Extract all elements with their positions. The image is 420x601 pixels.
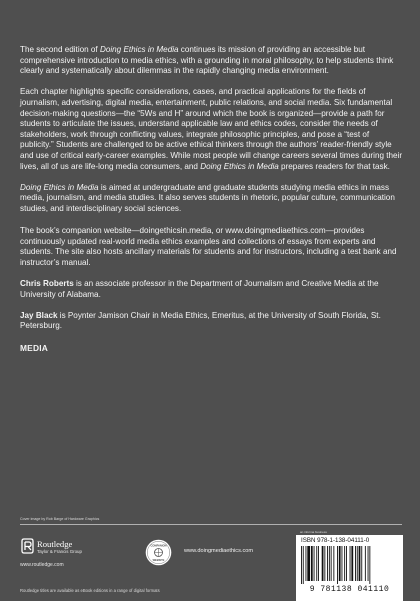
publisher-website: www.routledge.com	[20, 562, 64, 568]
barcode-icon	[299, 546, 400, 584]
barcode-bar	[306, 546, 307, 581]
barcode-bar	[337, 546, 338, 584]
ebook-note: Routledge titles are available as eBook editions in a range of digital formats	[20, 588, 160, 593]
barcode-bar	[342, 546, 343, 581]
blurb-paragraph-4: The book’s companion website—doingethicsin.media, or www.doingmediaethics.com—provides continuously updated real-world media ethics examples and collections of essays from experts and students. The site also hosts ancillary materials for students and for instructors, including a test bank and instructor’s manual.	[20, 226, 397, 267]
isbn-label: ISBN 978-1-138-04111-0	[301, 537, 370, 544]
subject-label: MEDIA	[20, 342, 48, 353]
barcode-digits: 9 781138 041110	[309, 585, 390, 594]
divider	[20, 524, 402, 525]
barcode-bar	[339, 546, 341, 581]
barcode-bar	[327, 546, 328, 581]
blurb-text: prepares readers for that task.	[278, 161, 390, 171]
barcode-bar	[311, 546, 313, 581]
barcode-bar	[361, 546, 362, 581]
blurb-text: is aimed at undergraduate and graduate students studying media ethics in mass media, journalism, and media studies. It also serves students in rhetoric, popular culture, communication studies, and interdisciplinary social sciences.	[20, 182, 395, 213]
barcode-bar	[359, 546, 361, 581]
author-bio-text: is an associate professor in the Department of Journalism and Creative Media at the University of Alabama.	[20, 278, 379, 299]
barcode-bar	[365, 546, 366, 581]
author-bio-1	[20, 279, 404, 300]
barcode-bar	[314, 546, 315, 581]
barcode-bar	[307, 546, 310, 581]
author-bio-text: is Poynter Jamison Chair in Media Ethics, Emeritus, at the University of South Florida, St. Petersburg.	[20, 310, 381, 331]
isbn-barcode-box	[296, 535, 403, 601]
author-name: Jay Black	[20, 310, 58, 320]
author-bio-2	[20, 311, 404, 332]
barcode-bar	[322, 546, 324, 581]
barcode-bar	[368, 546, 369, 581]
author-name: Chris Roberts	[20, 278, 74, 288]
companion-website-badge-icon	[145, 539, 172, 566]
companion-website-url: www.doingmediaethics.com	[184, 548, 254, 554]
footer	[0, 514, 420, 600]
barcode-bar	[316, 546, 317, 581]
barcode-bar	[331, 546, 332, 581]
back-cover-text	[20, 45, 404, 364]
barcode-bar	[329, 546, 330, 581]
barcode-bar	[303, 546, 304, 584]
barcode-bar	[357, 546, 358, 581]
barcode-bar	[346, 546, 347, 581]
publisher-name: Routledge	[37, 539, 73, 549]
companion-badge-top: COMPANION	[150, 544, 167, 548]
book-title-italic: Doing Ethics in Media	[20, 182, 99, 192]
blurb-paragraph-3	[20, 183, 404, 215]
barcode-bar	[333, 546, 334, 581]
book-title-italic: Doing Ethics in Media	[99, 45, 179, 54]
blurb-text: Each chapter highlights specific considerations, cases, and practical applications for the fields of journalism, advertising, digital media, entertainment, public relations, and social media. Six fundamental decision-making questions—the “5Ws and H” around which the book is organized—provide a path for students to articulate the issues, understand applicable law and ethics codes, consider the needs of stakeholders, work through conflicting values, integrate philosophic principles, and pose a “test of publicity.” Students are challenged to be active ethical thinkers through the authors’ reader-friendly style and use of critical early-career examples. While most people will change careers several times during their lives, all of us are life-long media consumers, and	[20, 87, 403, 171]
barcode-bar	[351, 546, 353, 581]
barcode-bar	[324, 546, 325, 581]
publisher-subtitle: Taylor & Francis Group	[37, 549, 82, 554]
barcode-bar	[355, 546, 356, 581]
barcode-bar	[344, 546, 345, 581]
barcode-bar	[301, 546, 302, 584]
barcode-bar	[318, 546, 319, 581]
companion-badge-bottom: WEBSITE	[152, 559, 165, 563]
imprint-note: an informa business	[300, 530, 327, 534]
cover-credit: Cover image by Rob Barge of Hardware Graphics	[20, 517, 100, 521]
blurb-text: continues its mission of providing an accessible but comprehensive introduction to media ethics, with a grounding in moral philosophy, to help students think clearly and systematically about dilemmas in the rapidly changing media environment.	[20, 45, 394, 76]
blurb-paragraph-1	[20, 45, 404, 77]
blurb-paragraph-2	[20, 87, 404, 172]
book-title-italic: Doing Ethics in Media	[200, 161, 279, 171]
barcode-bar	[350, 546, 351, 581]
blurb-text: The second edition of	[20, 45, 100, 54]
barcode-bar	[369, 546, 370, 584]
